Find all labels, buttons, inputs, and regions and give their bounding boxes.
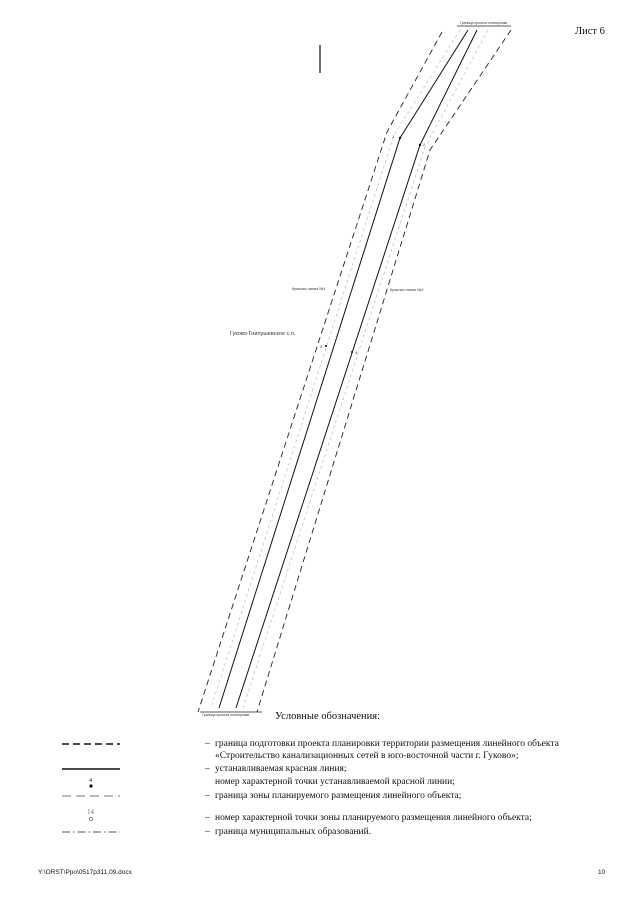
legend-item	[60, 808, 605, 824]
point-label: 1	[392, 134, 395, 139]
legend-item	[60, 763, 605, 775]
legend-item	[60, 776, 605, 788]
legend-dash: –	[205, 791, 210, 801]
outer-boundary-left	[198, 32, 442, 712]
zone-point-number-icon	[60, 806, 130, 822]
area-label: Гуково-Гнилушевское с.п.	[230, 331, 296, 337]
top-boundary-label: Граница проекта планировки	[460, 21, 508, 25]
point-number-icon	[60, 776, 130, 790]
red-line-left	[219, 30, 468, 708]
legend	[60, 738, 605, 839]
svg-text:4: 4	[89, 778, 92, 784]
legend-dash: –	[205, 813, 210, 823]
thick-dashed-line-icon	[60, 738, 130, 750]
legend-text: номер характерной точки зоны планируемого размещения линейного объекта;	[215, 813, 532, 823]
outer-boundary-right	[257, 30, 511, 712]
footer-file-path: Y:\ORST\Ppo\0517p311.09.docx	[38, 869, 132, 876]
sheet-label: Лист 6	[575, 26, 605, 37]
zone-dashed-line-icon	[60, 790, 130, 802]
legend-dash: –	[205, 827, 210, 837]
point-label: 4	[355, 350, 358, 355]
corridor-label-right: Красная линия №2	[390, 288, 424, 292]
legend-dash: –	[205, 764, 210, 774]
point-label: 2	[423, 142, 426, 147]
footer-page-number: 10	[598, 869, 606, 876]
svg-text:14: 14	[87, 808, 94, 816]
legend-item	[60, 738, 605, 762]
point-marker	[325, 345, 327, 347]
zone-boundary-left	[211, 30, 460, 708]
point-marker	[419, 144, 421, 146]
legend-text: номер характерной точки устанавливаемой красной линии;	[215, 777, 455, 787]
legend-item	[60, 790, 605, 802]
legend-text: устанавливаемая красная линия;	[215, 764, 347, 774]
legend-text: граница зоны планируемого размещения линейного объекта;	[215, 791, 462, 801]
corridor-label-left: Красная линия №1	[292, 287, 326, 291]
red-line-right	[236, 30, 477, 708]
point-label: 3	[320, 344, 323, 349]
solid-line-icon	[60, 763, 130, 775]
bottom-boundary-label: Граница проекта планировки	[202, 713, 250, 717]
dash-dot-line-icon	[60, 826, 130, 838]
legend-dash: –	[205, 739, 210, 749]
legend-text: граница подготовки проекта планировки территории размещения линейного объекта	[215, 739, 559, 749]
point-marker	[399, 137, 401, 139]
legend-title: Условные обозначения:	[275, 711, 381, 722]
zone-boundary-right	[243, 30, 488, 708]
legend-item	[60, 826, 605, 838]
legend-text: граница муниципальных образований.	[215, 827, 372, 837]
point-marker	[351, 351, 353, 353]
legend-text-continued: «Строительство канализационных сетей в юго-восточной части г. Гуково»;	[215, 751, 519, 761]
